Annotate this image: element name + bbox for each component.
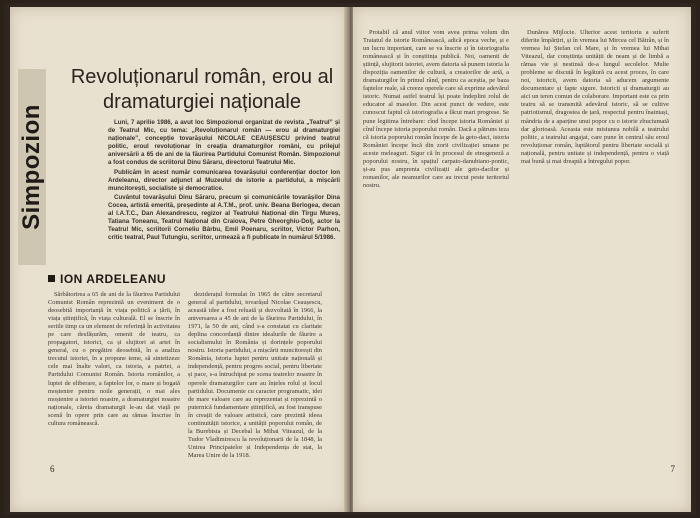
right-page — [353, 7, 691, 512]
intro-paragraph: Cuvântul tovarășului Dinu Săraru, precum și comunicările tovarășilor Dina Cocea, artistă emerită, președinte al A.T.M., prof. univ. Beana Berlogea, decan al I.A.T.C., Dan Alexandrescu, regizor al Teatrului Național din Tîrgu Mureș, Tatiana Toneanu, Teatrul Național din Craiova, Petre Gheorghiu-Dolj, actor la Teatrul Mic, scriitorii Corneliu Bârbu, Emil Poenaru, scriitor, Victor Parhon, critic teatral, Paul Tutungiu, scriitor, urmează a fi publicate în numărul 5/1986. — [108, 193, 340, 242]
left-column-2 — [188, 291, 322, 463]
article-intro — [108, 119, 340, 243]
intro-paragraph: Publicăm în acest număr comunicarea tovarășului conferențiar doctor Ion Ardeleanu, director adjunct al Muzeului de istorie a partidului, a mișcării muncitorești, socialiste și democratice. — [108, 168, 340, 192]
body-text: Protabil că anul viitor vom avea prima volum din Tratatul de istorie Românească, adică epoca veche, și e un lucru important, care se va înscrie și în istoriografia românească și în conștiința publică. Noi, oamenii de știință, slujitorii istoriei, avem datoria să punem istoria la dispoziția oamenilor de cultură, a creatorilor de artă, a dramaturgilor în primul rând, pentru ca aceștia, pe baza faptelor reale, să creeze operele care să exprime adevărul istoric. Numai astfel teatrul își poate îndeplini rolul de educator al maselor. Din acest punct de vedere, este cunoscut faptul că istoriografia a făcut mari progrese. Se pune legitima întrebare: cînd începe istoria României și cînd începe istoria poporului român. Dacă a pătruns teza că istoria poporului român începe de la geto-daci, istoria României începe încă din zorii civilizației umane pe aceste meleaguri. Sigur că în procesul de etnogeneză a poporului nostru, în spațiul carpato-danubiano-pontic, și-au pus amprenta civilizații ale geto-dacilor și romanilor, ale neamurilor care au trecut peste teritoriul nostru. — [363, 29, 509, 189]
section-label: Simpozion — [18, 104, 45, 230]
body-text: deziderațul formulat în 1965 de către secretarul general al partidului, tovarășul Nicolae Ceaușescu, această idee a fost reluată și dezvoltată în 1966, la aniversarea a 45 de ani de la făurirea Partidului, în 1971, la 50 de ani, când s-a constatat cu claritate deplina concordanță dintre idealurile de făurire a socialismului în România și dorințele poporului nostru. Istoria partidului, a mișcării muncitorești din România, istoria luptei pentru unitate națională și independență, pentru progres social, pentru libertate și pace, s-a întruchipat pe scena teatrelor noastre în operele dramaturgilor care au înțeles rolul și locul partidului. Documente cu caracter programatic, idei de mare valoare care au reprezentat și reprezintă o puternică fundamentare științifică, au fost transpuse în creații de valoare artistică, care prezintă ideea continuității istorice, a unității poporului român, de la Burebista și Decebal la Mihai Viteazul, de la Tudor Vladimirescu la revoluționarii de la 1848, la Unirea Principatelor și Independența de stat, la Marea Unire de la 1918. — [188, 291, 322, 459]
article-title: Revoluționarul român, erou al dramaturgiei naționale — [70, 66, 334, 113]
body-text: Dunărea Mijlocie. Ulterior acest teritoriu a suferit diferite împărțiri, și în vremea lui Mircea cel Bătrân, și în vremea lui Ștefan cel Mare, și în vremea lui Mihai Viteazul, dar conștiința unității de neam și de limbă a rămas vie și nestinsă de-a lungul secolelor. Multe probleme se discută în legătură cu acest proces, în care noi, istoricii, avem datoria să aducem argumente documentare și fapte sigure. Istoricii și dramaturgii au aici un teren comun de colaborare. Important este ca prin teatru să se transmită adevărul istoric, să se cultive patriotismul, dragostea de țară, respectul pentru înaintași, mândria de a aparține unui popor cu o istorie zbuciumată dar glorioasă. Aceasta este misiunea nobilă a teatrului politic, a teatrului angajat, care pune în centrul său eroul revoluționar român, luptătorul pentru libertate socială și națională, pentru unitate și independență, pentru o viață mai bună și mai dreaptă a întregului popor. — [521, 29, 669, 165]
right-column-2 — [521, 29, 669, 465]
body-text: Sărbătorirea a 65 de ani de la făurirea Partidului Comunist Român reprezintă un eveniment de o deosebită importanță în viața politică a țării, în viața științifică, în viața culturală. El se înscrie în seriile timp ca un element de referință în activitatea pe care desfășurăm, omenii de teatru, ca propagatori, istorici, ca și slujitori ai artei în general, cu o pregătire deosebită, în a analiza trecutul istoriei, în a propune teme, să sintetizeze cele mai înalte valori, ca istoria, a patriei, a Partidului Comunist Român. Istoria românilor, a luptei de eliberare, a faptelor lor, o mare și bogată moștenire pentru noile generații, o mai ales moștenire a istoriei noastre, a dramaturgiei noastre naționale, căreia dramaturgii le-au dat viață pe scenă în opere prin care au rămas înscrise în cultura românească. — [48, 291, 180, 427]
page-number-right: 7 — [670, 464, 675, 474]
author-name: ION ARDELEANU — [60, 272, 167, 286]
author-heading — [48, 272, 166, 286]
magazine-spread — [4, 3, 696, 515]
intro-paragraph: Luni, 7 aprilie 1986, a avut loc Simpozionul organizat de revista „Teatrul” și de Teatrul Mic, cu tema: „Revoluționarul român — erou al dramaturgiei naționale”, concepție tovarășului NICOLAE CEAUȘESCU privind teatrul politic, eroul revoluționar în creația dramaturgilor români, cu prilejul aniversării a 65 de ani de la făurirea Partidului Comunist Român. Simpozionul a fost condus de scriitorul Dinu Săraru, directorul Teatrului Mic. — [108, 119, 340, 167]
left-page — [10, 7, 347, 512]
square-bullet-icon — [48, 275, 55, 282]
left-column-1 — [48, 291, 180, 463]
section-tab — [18, 69, 46, 265]
page-number-left: 6 — [50, 464, 55, 474]
right-column-1 — [363, 29, 509, 465]
